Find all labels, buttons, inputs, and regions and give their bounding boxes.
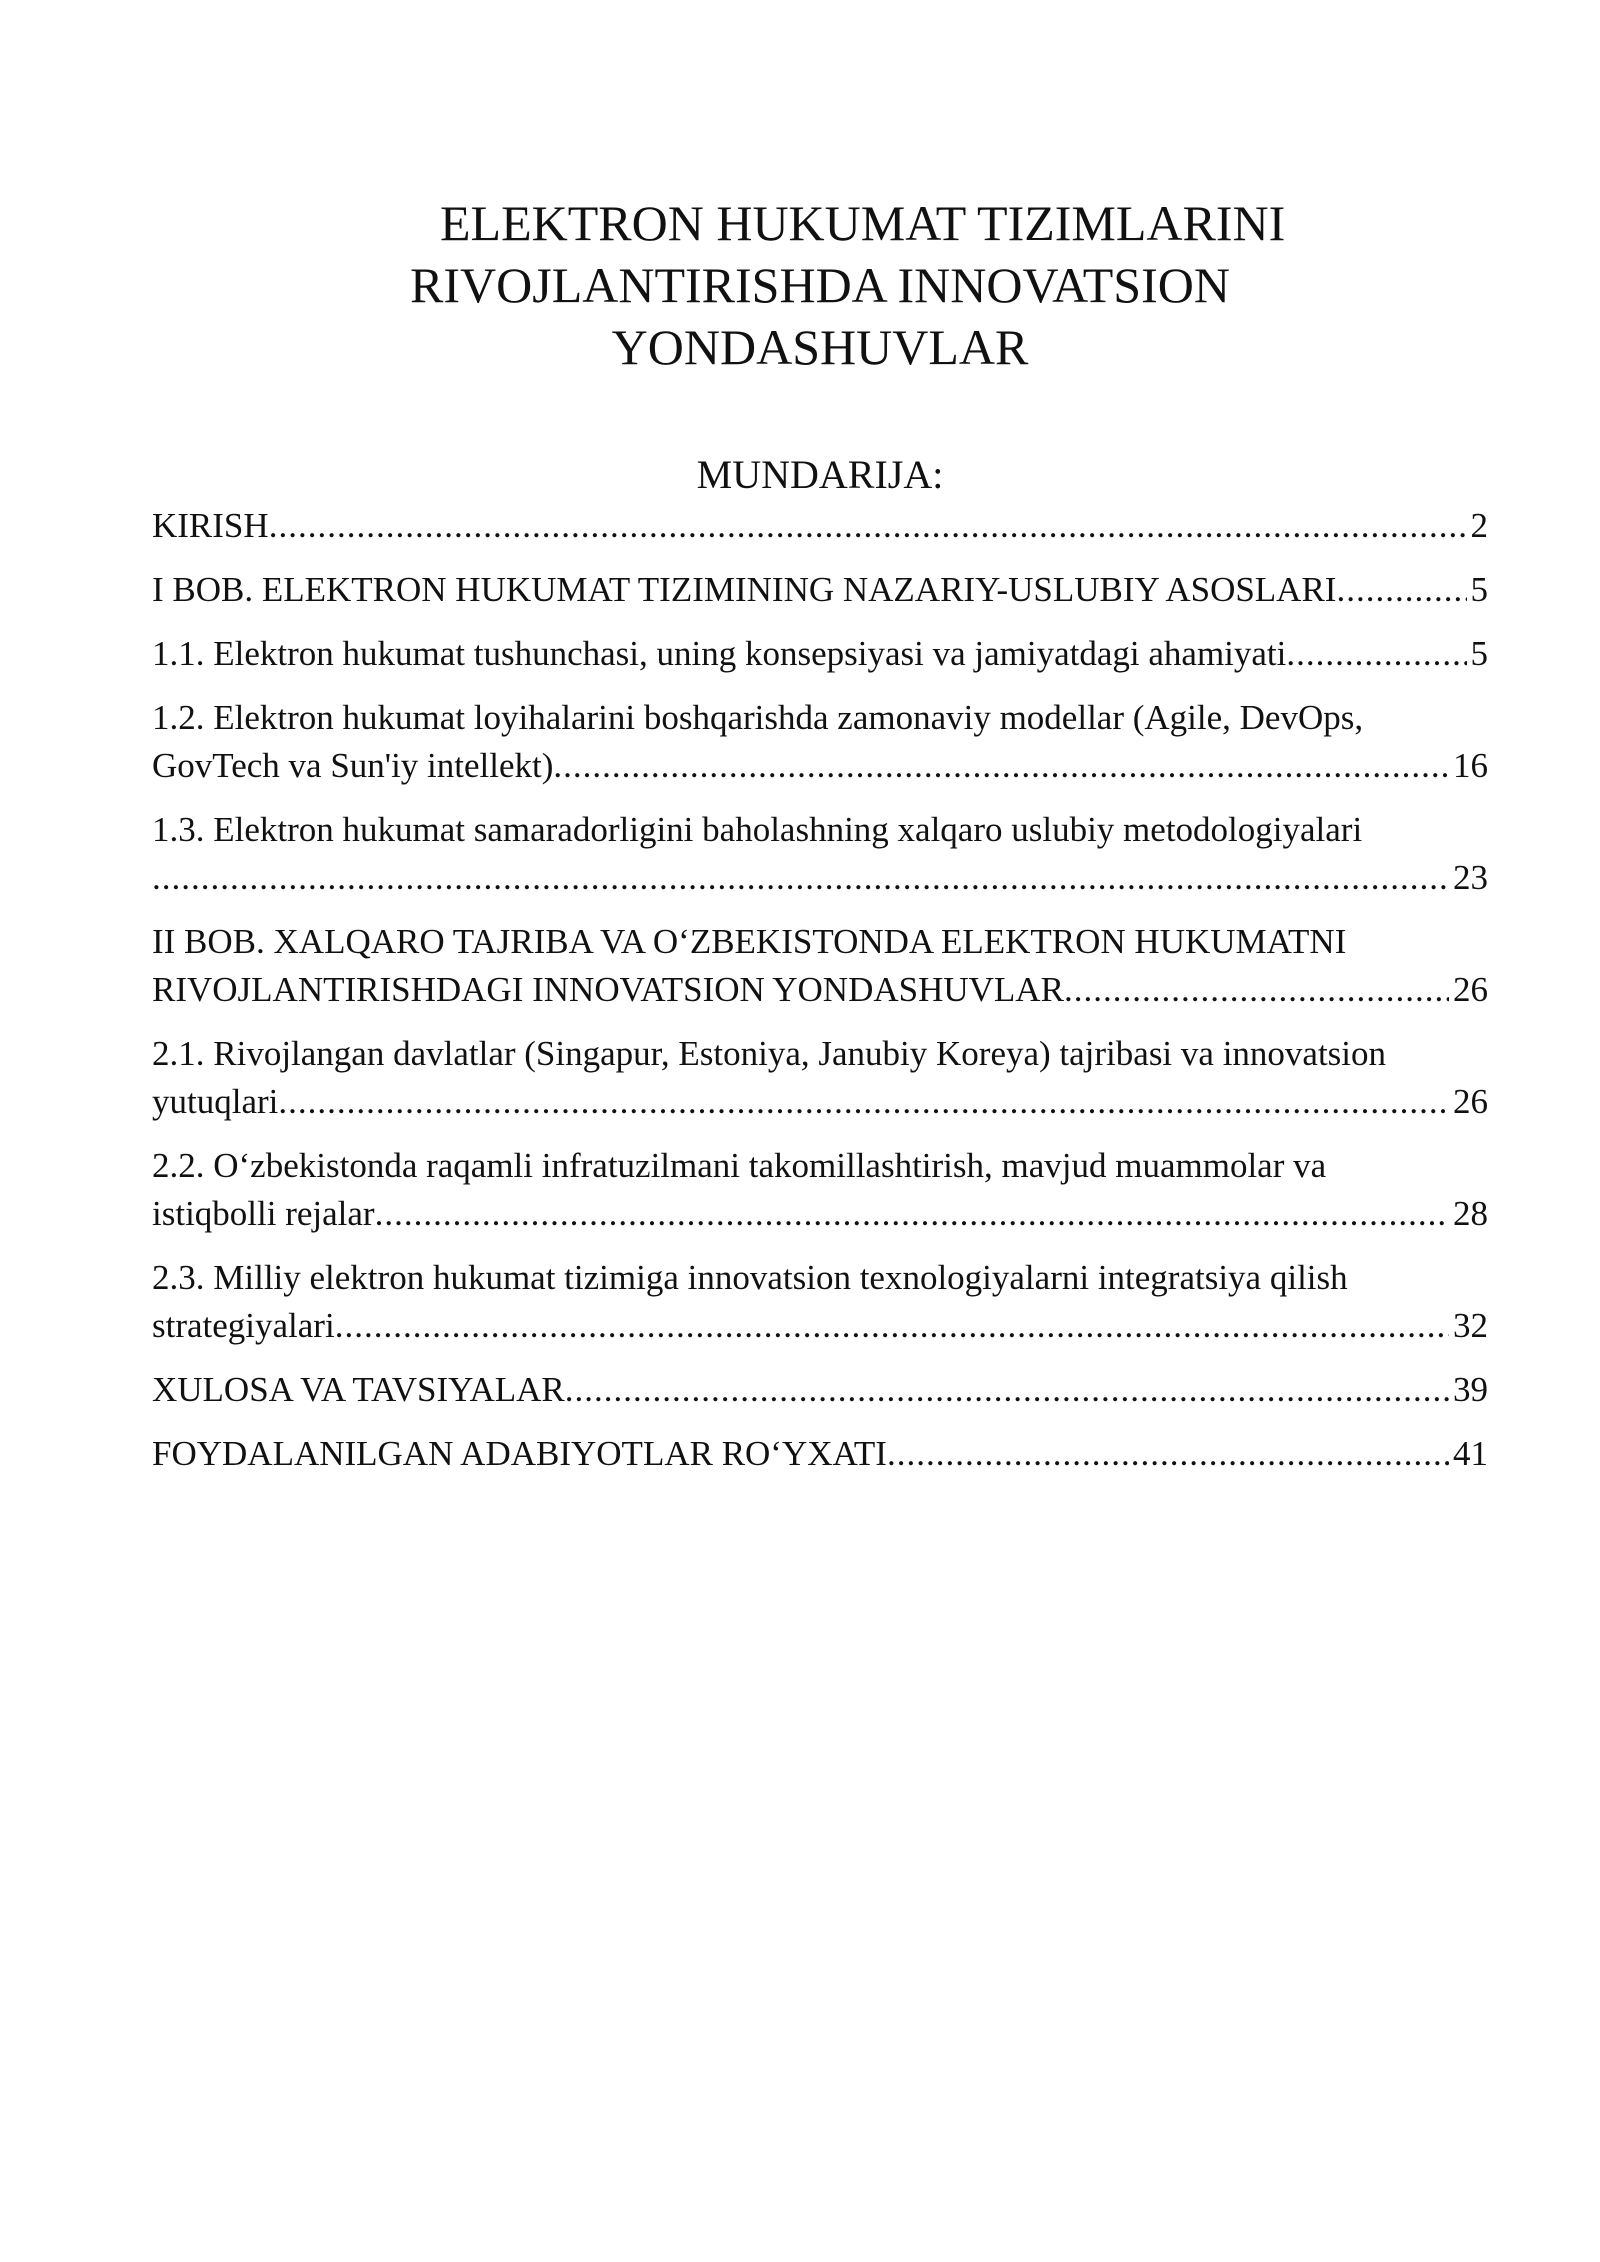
toc-entry-chapter-2[interactable] xyxy=(152,918,1488,1014)
toc-entry-title: 2.1. Rivojlangan davlatlar (Singapur, Estoniya, Janubiy Koreya) tajribasi va innovatsion xyxy=(152,1034,1387,1073)
toc-entry-title: 2.3. Milliy elektron hukumat tizimiga innovatsion texnologiyalarni integratsiya qilish xyxy=(152,1258,1348,1297)
toc-page-number: 2 xyxy=(1470,506,1488,545)
toc-entry-title: FOYDALANILGAN ADABIYOTLAR RO‘YXATI xyxy=(152,1434,887,1473)
toc-leader-dots xyxy=(553,742,1449,790)
toc-leader-dots xyxy=(1286,630,1466,678)
toc-leader-dots xyxy=(1064,966,1449,1014)
toc-entry-title-cont: GovTech va Sun'iy intellekt) xyxy=(152,746,554,785)
title-line: YONDASHUVLAR xyxy=(611,319,1029,375)
toc-page-number: 16 xyxy=(1453,746,1488,785)
contents-heading: MUNDARIJA: xyxy=(696,452,944,497)
toc-leader-dots xyxy=(152,854,1449,902)
toc-entry-chapter-1[interactable] xyxy=(152,566,1488,614)
toc-page-number: 32 xyxy=(1453,1306,1488,1345)
document-title xyxy=(360,192,1286,378)
toc-leader-dots xyxy=(565,1366,1449,1414)
toc-entry-title: KIRISH xyxy=(152,506,269,545)
toc-entry-conclusion[interactable] xyxy=(152,1366,1488,1414)
toc-page-number: 26 xyxy=(1453,1082,1488,1121)
toc-entry-2-2[interactable] xyxy=(152,1142,1488,1238)
toc-entry-title-cont: strategiyalari xyxy=(152,1306,335,1345)
toc-entry-1-1[interactable] xyxy=(152,630,1488,678)
toc-entry-title: XULOSA VA TAVSIYALAR xyxy=(152,1370,565,1409)
toc-entry-title: 1.3. Elektron hukumat samaradorligini baholashning xalqaro uslubiy metodologiyalari xyxy=(152,810,1363,849)
toc-entry-title-cont: yutuqlari xyxy=(152,1082,279,1121)
toc-entry-1-2[interactable] xyxy=(152,694,1488,790)
toc-entry-1-3[interactable] xyxy=(152,806,1488,902)
title-line: ELEKTRON HUKUMAT TIZIMLARINI xyxy=(440,195,1286,251)
table-of-contents xyxy=(152,502,1488,1494)
toc-entry-title-cont: istiqbolli rejalar xyxy=(152,1194,375,1233)
title-line: RIVOJLANTIRISHDA INNOVATSION xyxy=(410,257,1230,313)
toc-page-number: 23 xyxy=(1453,858,1488,897)
toc-entry-2-1[interactable] xyxy=(152,1030,1488,1126)
toc-entry-title: I BOB. ELEKTRON HUKUMAT TIZIMINING NAZARIY-USLUBIY ASOSLARI xyxy=(152,570,1337,609)
toc-entry-2-3[interactable] xyxy=(152,1254,1488,1350)
toc-leader-dots xyxy=(375,1190,1449,1238)
toc-entry-title: 1.2. Elektron hukumat loyihalarini boshqarishda zamonaviy modellar (Agile, DevOps, xyxy=(152,698,1364,737)
toc-leader-dots xyxy=(1336,566,1466,614)
toc-leader-dots xyxy=(887,1430,1449,1478)
toc-page-number: 41 xyxy=(1453,1434,1488,1473)
toc-page-number: 39 xyxy=(1453,1370,1488,1409)
toc-leader-dots xyxy=(269,502,1467,550)
toc-entry-kirish[interactable] xyxy=(152,502,1488,550)
toc-page-number: 5 xyxy=(1470,634,1488,673)
toc-page-number: 5 xyxy=(1470,570,1488,609)
toc-leader-dots xyxy=(278,1078,1449,1126)
toc-leader-dots xyxy=(335,1302,1449,1350)
toc-page-number: 28 xyxy=(1453,1194,1488,1233)
toc-entry-title: 1.1. Elektron hukumat tushunchasi, uning konsepsiyasi va jamiyatdagi ahamiyati xyxy=(152,634,1287,673)
toc-entry-title: 2.2. O‘zbekistonda raqamli infratuzilmani takomillashtirish, mavjud muammolar va xyxy=(152,1146,1327,1185)
toc-page-number: 26 xyxy=(1453,970,1488,1009)
toc-entry-title-cont: RIVOJLANTIRISHDAGI INNOVATSION YONDASHUVLAR xyxy=(152,970,1064,1009)
toc-entry-title: II BOB. XALQARO TAJRIBA VA O‘ZBEKISTONDA ELEKTRON HUKUMATNI xyxy=(152,922,1347,961)
toc-entry-references[interactable] xyxy=(152,1430,1488,1478)
